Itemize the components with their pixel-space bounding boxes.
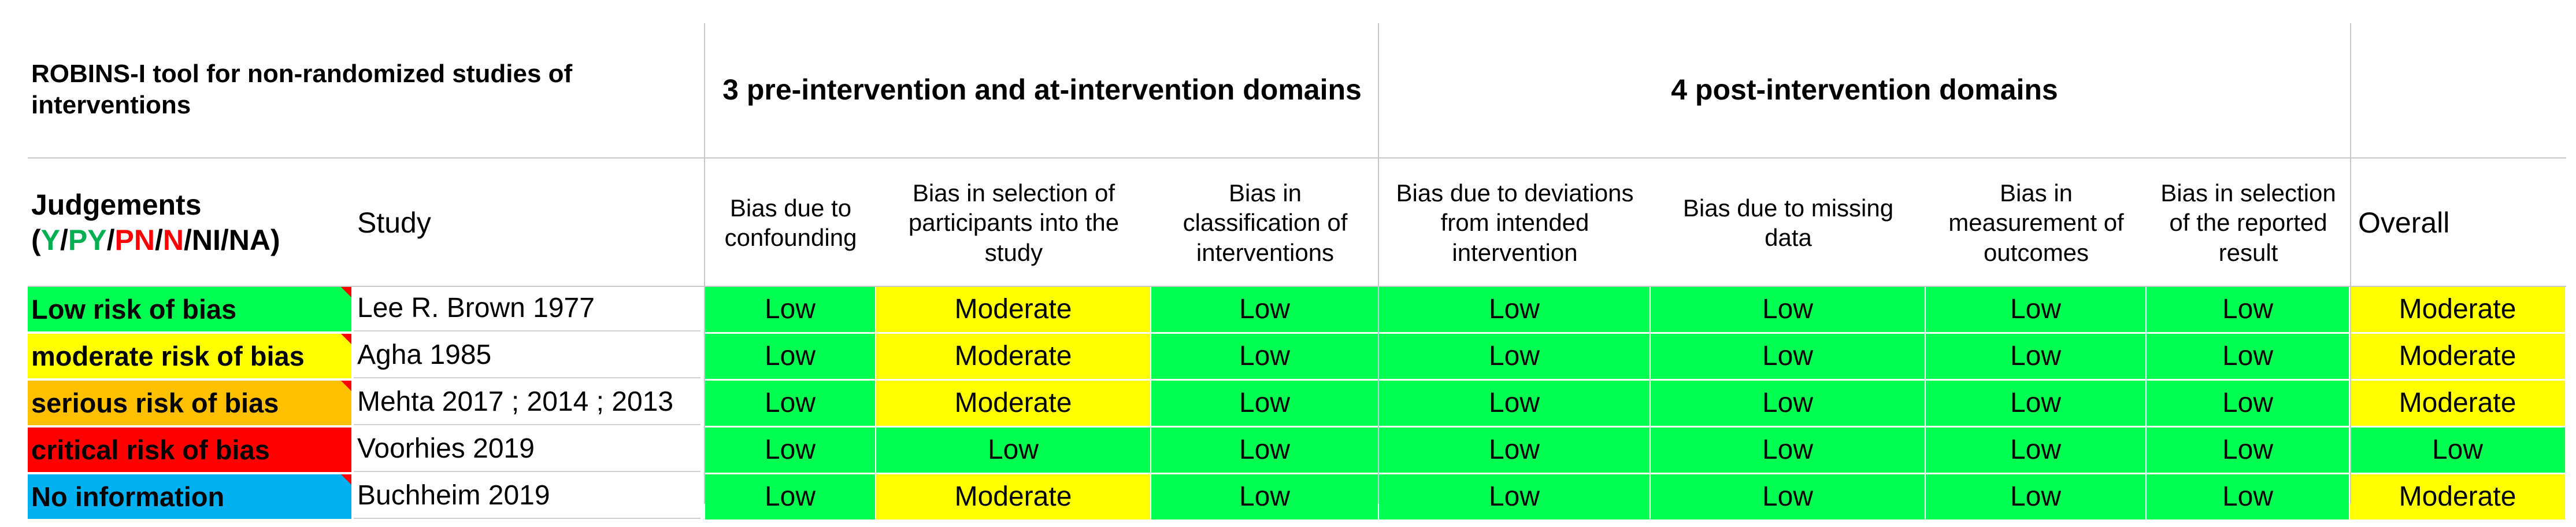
table-title: ROBINS-I tool for non-randomized studies of interventions (31, 60, 573, 119)
rating-cell: Moderate (876, 381, 1150, 426)
domain-header: Bias in classification of interventions (1183, 179, 1348, 266)
judgements-header (28, 159, 351, 286)
rating-cell: Low (1651, 428, 1925, 473)
rating-cell: Low (1151, 334, 1378, 379)
group-header-pre: 3 pre-intervention and at-intervention domains (722, 73, 1362, 106)
divider (1378, 23, 1379, 504)
study-name: Agha 1985 (354, 334, 700, 378)
rating-cell: Low (1379, 474, 1650, 519)
rating-cell: Low (1651, 287, 1925, 332)
rating-cell: Low (876, 428, 1150, 473)
judgement-code: PY (68, 224, 107, 256)
judgement-code: N (162, 224, 184, 256)
divider (28, 286, 2566, 287)
comment-marker-icon (341, 381, 351, 391)
rating-cell: Low (1379, 381, 1650, 426)
judgement-code: Y (40, 224, 61, 256)
rating-cell: Moderate (876, 334, 1150, 379)
rating-cell: Low (1151, 381, 1378, 426)
comment-marker-icon (341, 428, 351, 438)
domain-header: Bias due to missing data (1682, 194, 1894, 251)
study-name: Lee R. Brown 1977 (354, 287, 700, 331)
rating-cell: Low (1651, 474, 1925, 519)
divider (704, 157, 2566, 159)
domain-header: Bias due to deviations from intended intervention (1396, 179, 1634, 266)
comment-marker-icon (341, 474, 351, 485)
study-name: Buchheim 2019 (354, 474, 700, 519)
judgements-codes (31, 223, 280, 258)
rating-cell: Low (1379, 428, 1650, 473)
rating-cell: Low (1151, 474, 1378, 519)
divider (704, 23, 705, 504)
judgement-code: / (155, 224, 163, 256)
domain-header: Bias in selection of participants into the study (908, 179, 1120, 266)
legend-item: Low risk of bias (28, 287, 351, 331)
rating-cell: Low (705, 428, 875, 473)
domain-header: Bias in selection of the reported result (2160, 179, 2336, 266)
rating-cell: Low (1926, 287, 2145, 332)
rating-cell: Low (2147, 287, 2349, 332)
rating-cell: Low (705, 287, 875, 332)
rating-cell: Low (705, 334, 875, 379)
legend-item: No information (28, 474, 351, 519)
rating-cell: Low (2147, 428, 2349, 473)
rating-cell: Low (705, 474, 875, 519)
legend-item: serious risk of bias (28, 381, 351, 425)
group-header-post: 4 post-intervention domains (1671, 73, 2058, 106)
rating-cell: Low (2350, 428, 2565, 473)
study-column-header: Study (357, 206, 431, 239)
domain-header: Overall (2358, 206, 2450, 239)
rating-cell: Low (705, 381, 875, 426)
study-name: Voorhies 2019 (354, 428, 700, 472)
legend-item: critical risk of bias (28, 428, 351, 472)
rating-cell: Moderate (2350, 334, 2565, 379)
rating-cell: Low (1926, 381, 2145, 426)
rating-cell: Low (1379, 334, 1650, 379)
rating-cell: Low (1379, 287, 1650, 332)
rating-cell: Low (1651, 334, 1925, 379)
divider (2350, 23, 2351, 504)
rating-cell: Moderate (876, 287, 1150, 332)
rating-cell: Low (1151, 428, 1378, 473)
comment-marker-icon (341, 334, 351, 344)
legend-item: moderate risk of bias (28, 334, 351, 378)
rating-cell: Low (2147, 334, 2349, 379)
domain-header: Bias in measurement of outcomes (1948, 179, 2124, 266)
rating-cell: Low (1651, 381, 1925, 426)
rating-cell: Low (1151, 287, 1378, 332)
rating-cell: Moderate (2350, 474, 2565, 519)
rating-cell: Low (1926, 334, 2145, 379)
domain-header: Bias due to confounding (724, 194, 857, 251)
rating-cell: Low (1926, 428, 2145, 473)
rating-cell: Low (2147, 474, 2349, 519)
judgement-code: /NI/NA) (184, 224, 280, 256)
judgement-code: / (106, 224, 115, 256)
study-name: Mehta 2017 ; 2014 ; 2013 (354, 381, 700, 425)
rating-cell: Moderate (876, 474, 1150, 519)
judgement-code: ( (31, 224, 41, 256)
comment-marker-icon (341, 287, 351, 297)
divider (28, 157, 704, 159)
rating-cell: Moderate (2350, 381, 2565, 426)
rating-cell: Low (2147, 381, 2349, 426)
judgements-label: Judgements (31, 189, 202, 221)
judgement-code: / (60, 224, 68, 256)
rating-cell: Low (1926, 474, 2145, 519)
rating-cell: Moderate (2350, 287, 2565, 332)
judgement-code: PN (114, 224, 155, 256)
